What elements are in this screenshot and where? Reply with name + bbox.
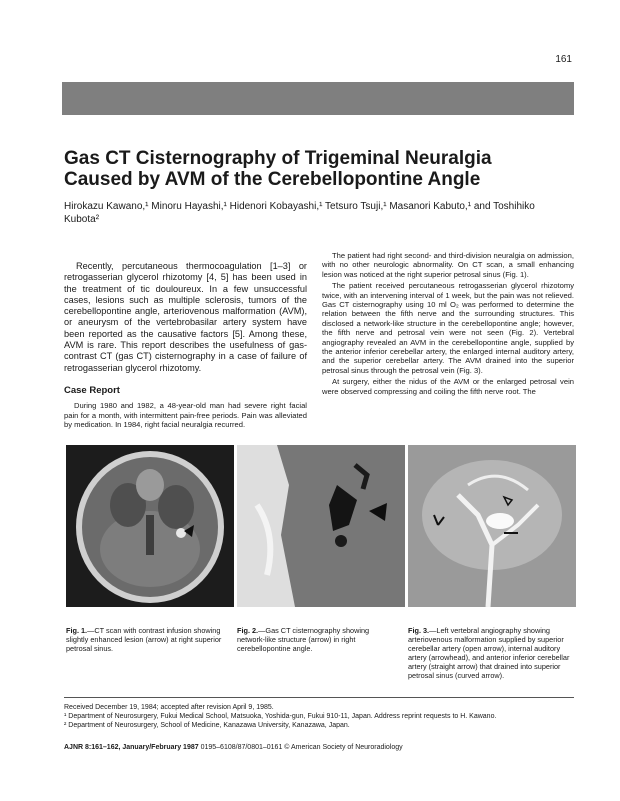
figure-3-caption-text: —Left vertebral angiography showing arteriovenous malformation supplied by superior cerebellar artery (open arrow), internal auditory artery (arrowhead), and anterior inferior cerebellar artery (straight arrow) that drained into superior petrosal sinus (curved arrow).	[408, 626, 570, 680]
left-column	[64, 261, 307, 432]
intro-paragraph: Recently, percutaneous thermocoagulation [1–3] or retrogasserian glycerol rhizotomy [4, 5] has been used in the treatment of tic douloureux. In a few unsuccessful cases, lesions such as multiple sclerosis, tumors of the cerebellopontine angle, arteriovenous malformation (AVM), or aneurysm of the vertebrobasilar artery system have been reported as the causative factors [5]. Among these, AVM is rare. This report describes the usefulness of gas-contrast CT (gas CT) cisternography in a case of failure of retrogasserian glycerol rhizotomy.	[64, 261, 307, 373]
case-report-heading: Case Report	[64, 384, 120, 396]
right-paragraph-2: The patient received percutaneous retrogasserian glycerol rhizotomy twice, with an intervening interval of 1 week, but the pain was not relieved. Gas CT cisternography using 10 ml O₂ was performed to determine the relation between the fifth nerve and the surrounding structures. This disclosed a network-like structure in the cerebellopontine angle; however, the fifth nerve and petrosal vein were not seen (Fig. 2). Vertebral angiography revealed an AVM in the cerebellopontine angle, supplied by the anterior inferior cerebellar artery, the enlarged internal auditory artery, and the superior cerebellar artery. The AVM drained into the superior petrosal sinus through the petrosal vein (Fig. 3).	[322, 281, 574, 375]
right-paragraph-3: At surgery, either the nidus of the AVM or the enlarged petrosal vein were observed compressing and coiling the fifth nerve root. The	[322, 377, 574, 396]
figure-1-caption-text: —CT scan with contrast infusion showing slightly enhanced lesion (arrow) at right superior petrosal sinus.	[66, 626, 222, 653]
figure-1-caption	[66, 626, 226, 653]
journal-issue: AJNR 8:161–162, January/February 1987	[64, 744, 199, 751]
footnote-2: ² Department of Neurosurgery, School of Medicine, Kanazawa University, Kanazawa, Japan.	[64, 722, 350, 729]
introduction	[64, 261, 307, 374]
figure-2-label: Fig. 2.	[237, 626, 259, 635]
case-paragraph-1: During 1980 and 1982, a 48-year-old man had severe right facial pain for a month, with intermittent pain-free periods. Pain was alleviated by medication. In 1984, right facial neuralgia recurred.	[64, 401, 307, 430]
figure-3-label: Fig. 3.	[408, 626, 430, 635]
figure-1-ct-scan	[66, 445, 234, 607]
footnote-1: ¹ Department of Neurosurgery, Fukui Medical School, Matsuoka, Yoshida-gun, Fukui 910-11, Japan. Address reprint requests to H. Kawano.	[64, 713, 497, 720]
journal-details: 0195–6108/87/0801–0161 © American Society of Neuroradiology	[200, 744, 403, 751]
header-band	[62, 82, 574, 115]
figure-2-caption-text: —Gas CT cisternography showing network-like structure (arrow) in right cerebellopontine angle.	[237, 626, 370, 653]
footnotes	[64, 703, 574, 730]
journal-citation	[64, 744, 403, 751]
footnote-divider	[64, 697, 574, 698]
article-title: Gas CT Cisternography of Trigeminal Neuralgia Caused by AVM of the Cerebellopontine Angle	[64, 148, 492, 190]
right-column	[322, 251, 574, 398]
figure-2-gas-ct	[237, 445, 405, 607]
author-list: Hirokazu Kawano,¹ Minoru Hayashi,¹ Hidenori Kobayashi,¹ Tetsuro Tsuji,¹ Masanori Kabuto,¹ and Toshihiko Kubota²	[64, 201, 535, 225]
figure-2-caption	[237, 626, 397, 653]
page-number: 161	[555, 54, 572, 65]
figure-3-caption	[408, 626, 573, 680]
figure-1-label: Fig. 1.	[66, 626, 88, 635]
right-paragraph-1: The patient had right second- and third-division neuralgia on admission, with no other neurologic abnormality. On CT scan, a small enhancing lesion was noticed at the right superior petrosal sinus (Fig. 1).	[322, 251, 574, 279]
figure-3-angiography	[408, 445, 576, 607]
received-note: Received December 19, 1984; accepted after revision April 9, 1985.	[64, 704, 274, 711]
